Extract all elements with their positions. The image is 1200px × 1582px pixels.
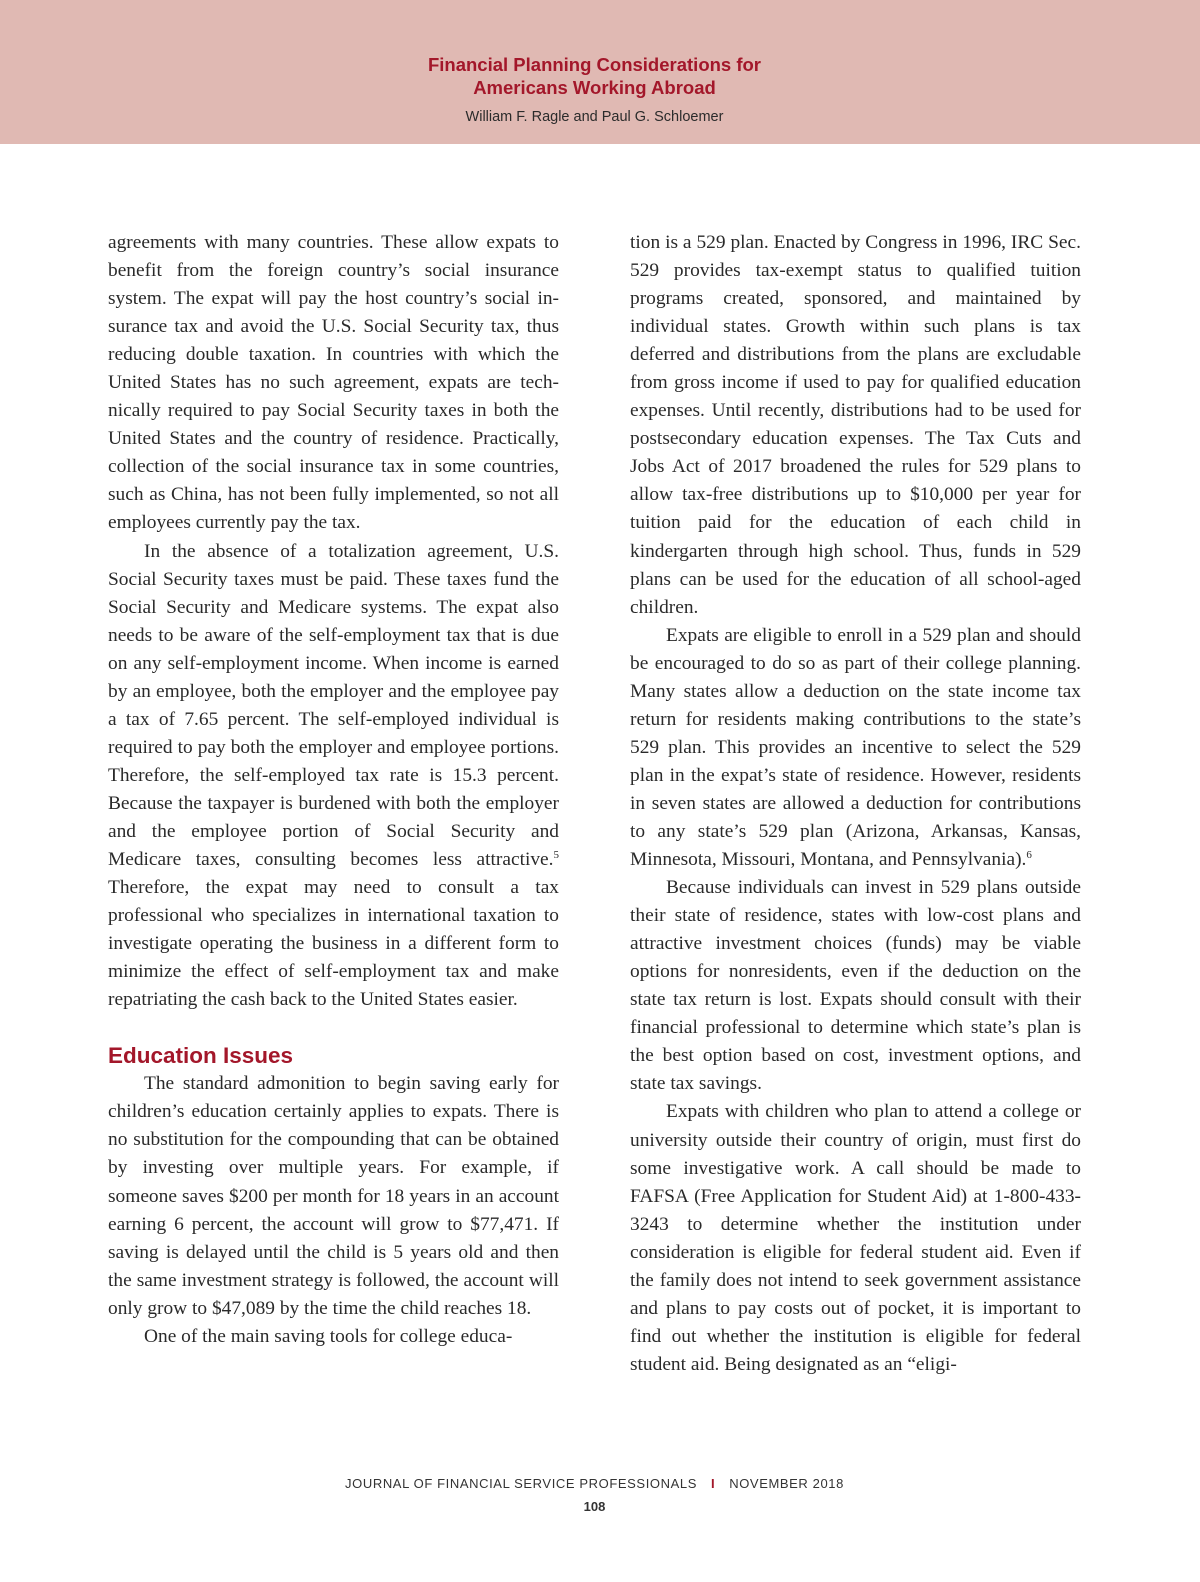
paragraph-totalization-agreements: agreements with many countries. These allow expats to benefit from the foreign country’s social insurance system. The expat will pay the host country’s social insurance tax and avoid the U.S. Social Security tax, thus reducing double taxation. In countries with which the United States has no such agreement, expats are technically required to pay Social Security taxes in both the United States and the country of residence. Practically, collection of the social insurance tax in some countries, such as China, has not been fully implemented, so not all employees currently pay the tax. bbox=[108, 232, 559, 534]
page-number: 108 bbox=[583, 1499, 606, 1514]
paragraph-saving-early: The standard admonition to begin saving early for children’s education certainly applies to expats. There is no substitution for the compounding that can be obtained by investing over multiple years. For example, if someone saves $200 per month for 18 years in an account earning 6 percent, the account will grow to $77,471. If saving is delayed until the child is 5 years old and then the same investment strategy is followed, the account will only grow to $47,089 by the time the child reaches 18. bbox=[108, 1073, 559, 1319]
paragraph-invest-outside-state: Because individuals can invest in 529 plans outside their state of residence, states with low-cost plans and attractive investment choices (funds) may be viable options for nonresidents, even if the deduction on the state tax return is lost. Expats should consult with their financial professional to determine which state’s plan is the best option based on cost, investment options, and state tax savings. bbox=[630, 877, 1081, 1095]
footnote-marker-5: 5 bbox=[553, 849, 559, 862]
footer-issue-date: NOVEMBER 2018 bbox=[729, 1476, 844, 1491]
page-footer bbox=[0, 1475, 1189, 1493]
paragraph-expats-eligible bbox=[630, 622, 1081, 874]
section-spacer bbox=[108, 1014, 559, 1042]
paragraph-529-plan: tion is a 529 plan. Enacted by Congress in 1996, IRC Sec. 529 provides tax-exempt status to qualified tuition programs created, sponsored, and maintained by individual states. Growth within such plans is tax deferred and distributions from the plans are excludable from gross income if used to pay for qualified education expenses. Until recently, distributions had to be used for postsecondary education expenses. The Tax Cuts and Jobs Act of 2017 broadened the rules for 529 plans to allow tax-free distributions up to $10,000 per year for tuition paid for the education of each child in kindergarten through high school. Thus, funds in 529 plans can be used for the education of all school-aged children. bbox=[630, 232, 1081, 618]
paragraph-expats-eligible-text: Expats are eligible to enroll in a 529 plan and should be encouraged to do so as part of their college planning. Many states allow a deduction on the state income tax return for residents making contributions to the state’s 529 plan. This provides an incentive to select the 529 plan in the expat’s state of residence. However, residents in seven states are allowed a deduction for contributions to any state’s 529 plan (Arizona, Arkansas, Kansas, Minnesota, Missouri, Montana, and Pennsylvania). bbox=[630, 624, 1081, 871]
article-authors: William F. Ragle and Paul G. Schloemer bbox=[465, 109, 724, 125]
paragraph-self-employment-tax-continued: Therefore, the expat may need to consult a tax professional who specializes in international taxation to investigate operating the business in a different form to minimize the effect of self-employment tax and make repatriating the cash back to the United States easier. bbox=[108, 877, 559, 1011]
left-column bbox=[108, 229, 559, 1351]
section-heading-education-issues: Education Issues bbox=[108, 1043, 294, 1069]
header-banner bbox=[0, 0, 1200, 144]
right-column bbox=[630, 229, 1081, 1379]
article-title-line-1: Financial Planning Considerations for bbox=[427, 54, 762, 75]
footer-separator: I bbox=[711, 1476, 716, 1491]
footer-journal-name: JOURNAL OF FINANCIAL SERVICE PROFESSIONALS bbox=[345, 1476, 697, 1491]
footnote-marker-6: 6 bbox=[1026, 849, 1032, 862]
paragraph-self-employment-tax bbox=[108, 538, 559, 1015]
paragraph-self-employment-tax-text: In the absence of a totalization agreement, U.S. Social Security taxes must be paid. These taxes fund the Social Security and Medicare systems. The expat also needs to be aware of the self-employment tax that is due on any self-employment income. When income is earned by an employee, both the employer and the employee pay a tax of 7.65 percent. The self-employed individual is required to pay both the employer and employee portions. Therefore, the self-employed tax rate is 15.3 percent. Because the taxpayer is burdened with both the employer and the employee portion of Social Security and Medicare taxes, consulting becomes less attractive. bbox=[108, 540, 559, 871]
article-title-line-2: Americans Working Abroad bbox=[473, 77, 716, 98]
paragraph-saving-tools: One of the main saving tools for college educa- bbox=[144, 1325, 513, 1347]
paragraph-college-abroad: Expats with children who plan to attend a college or university outside their country of origin, must first do some investigative work. A call should be made to FAFSA (Free Application for Student Aid) at 1-800-433-3243 to determine whether the institution under consideration is eligible for federal student aid. Even if the family does not intend to seek government assistance and plans to pay costs out of pocket, it is important to find out whether the institution is eligible for federal student aid. Being designated as an “eligi- bbox=[630, 1101, 1081, 1375]
article-title bbox=[0, 53, 1189, 99]
